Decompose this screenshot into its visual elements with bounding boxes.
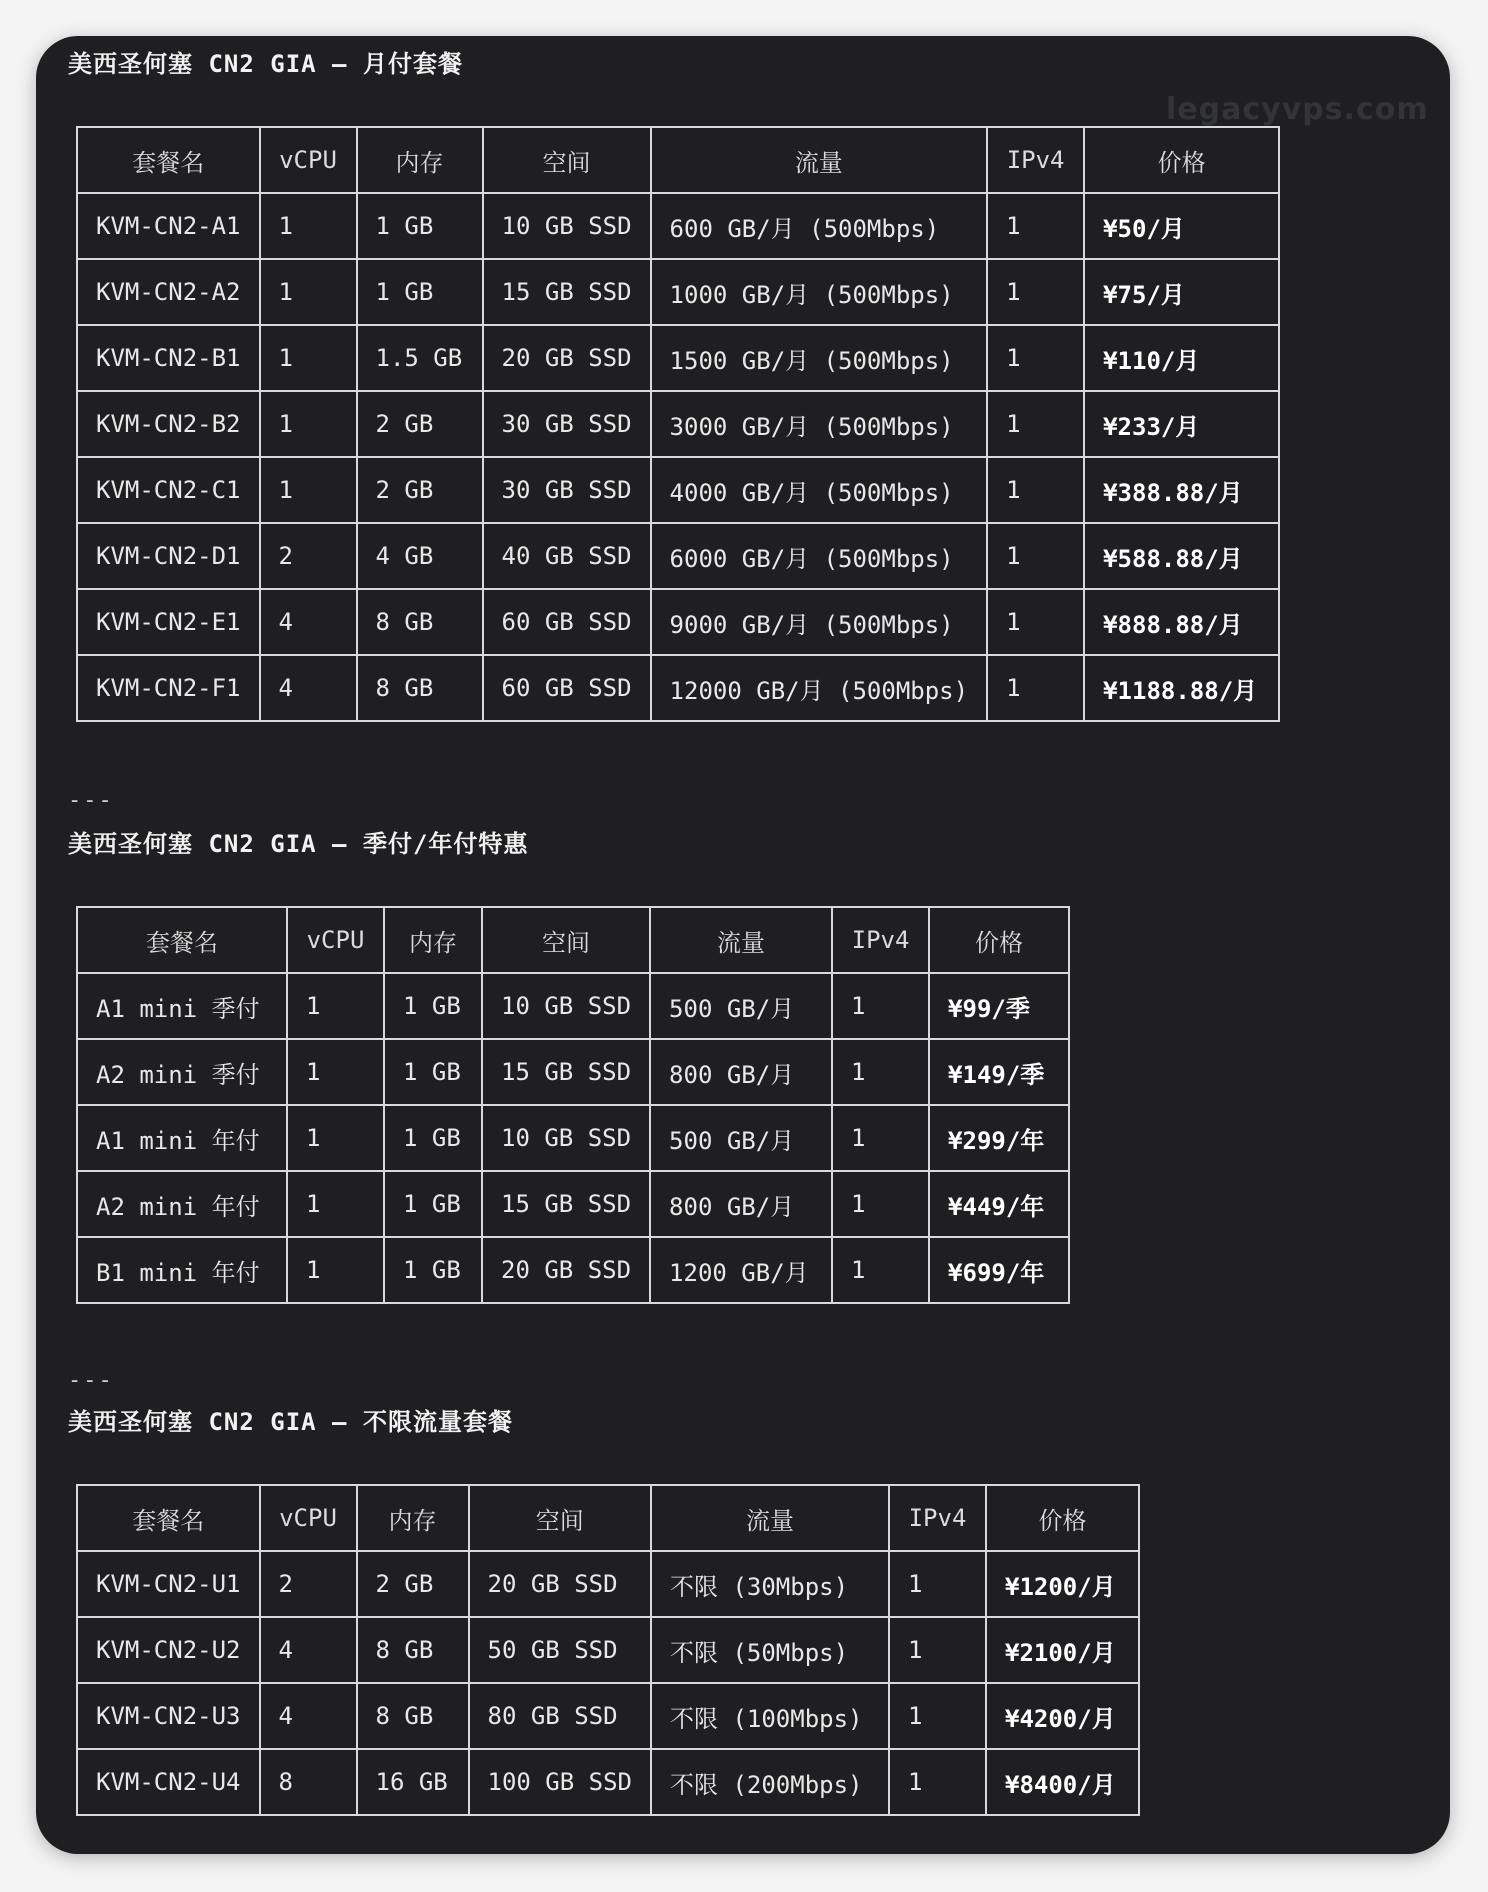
table-cell: 1 GB bbox=[384, 973, 482, 1039]
table-cell: 100 GB SSD bbox=[469, 1749, 652, 1815]
column-header: 流量 bbox=[650, 907, 832, 973]
table-cell: 1 GB bbox=[357, 259, 483, 325]
table-cell: 1 bbox=[832, 1039, 929, 1105]
table-cell: 1 GB bbox=[384, 1039, 482, 1105]
table-cell: 1 bbox=[889, 1551, 986, 1617]
table-cell: 8 GB bbox=[357, 589, 483, 655]
table-cell: 1 bbox=[987, 391, 1084, 457]
table-cell: 12000 GB/月 (500Mbps) bbox=[651, 655, 988, 721]
table-cell: 1 bbox=[287, 1105, 384, 1171]
table-unlimited bbox=[76, 1484, 1140, 1816]
price-cell: ¥4200/月 bbox=[986, 1683, 1139, 1749]
table-cell: 600 GB/月 (500Mbps) bbox=[651, 193, 988, 259]
column-header: 价格 bbox=[929, 907, 1069, 973]
table-cell: 1 GB bbox=[357, 193, 483, 259]
table-row bbox=[77, 391, 1279, 457]
table-cell: 1 bbox=[987, 193, 1084, 259]
table-cell: 10 GB SSD bbox=[483, 193, 651, 259]
column-header: 内存 bbox=[357, 1485, 469, 1551]
table-cell: KVM-CN2-A2 bbox=[77, 259, 260, 325]
table-cell: 1 bbox=[987, 589, 1084, 655]
table-cell: 15 GB SSD bbox=[483, 259, 651, 325]
table-row bbox=[77, 193, 1279, 259]
table-cell: 1 bbox=[987, 523, 1084, 589]
table-cell: KVM-CN2-B1 bbox=[77, 325, 260, 391]
table-cell: 30 GB SSD bbox=[483, 457, 651, 523]
table-row bbox=[77, 1551, 1139, 1617]
table-cell: 800 GB/月 bbox=[650, 1171, 832, 1237]
table-header-row bbox=[77, 127, 1279, 193]
table-cell: KVM-CN2-E1 bbox=[77, 589, 260, 655]
section-divider: --- bbox=[68, 1368, 114, 1393]
content-panel bbox=[36, 36, 1450, 1854]
table-cell: 1 bbox=[987, 655, 1084, 721]
table-row bbox=[77, 325, 1279, 391]
table-cell: 不限 (200Mbps) bbox=[651, 1749, 889, 1815]
table-cell: 500 GB/月 bbox=[650, 1105, 832, 1171]
table-cell: 60 GB SSD bbox=[483, 589, 651, 655]
table-cell: 1 bbox=[287, 1237, 384, 1303]
table-cell: 1 bbox=[889, 1617, 986, 1683]
table-cell: 不限 (100Mbps) bbox=[651, 1683, 889, 1749]
table-cell: 6000 GB/月 (500Mbps) bbox=[651, 523, 988, 589]
column-header: 套餐名 bbox=[77, 127, 260, 193]
table-cell: 80 GB SSD bbox=[469, 1683, 652, 1749]
table-cell: B1 mini 年付 bbox=[77, 1237, 287, 1303]
table-cell: 20 GB SSD bbox=[483, 325, 651, 391]
table-cell: 15 GB SSD bbox=[482, 1171, 650, 1237]
price-cell: ¥149/季 bbox=[929, 1039, 1069, 1105]
table-cell: 1 bbox=[832, 973, 929, 1039]
table-cell: 1 bbox=[260, 391, 357, 457]
section-title-monthly: 美西圣何塞 CN2 GIA – 月付套餐 bbox=[68, 50, 463, 78]
table-row bbox=[77, 655, 1279, 721]
table-row bbox=[77, 523, 1279, 589]
watermark: legacyvps.com bbox=[1166, 92, 1429, 127]
table-cell: 20 GB SSD bbox=[482, 1237, 650, 1303]
table-cell: 8 GB bbox=[357, 1617, 469, 1683]
column-header: 内存 bbox=[357, 127, 483, 193]
table-quarterly-yearly bbox=[76, 906, 1070, 1304]
table-cell: 4 bbox=[260, 589, 357, 655]
price-cell: ¥299/年 bbox=[929, 1105, 1069, 1171]
column-header: 内存 bbox=[384, 907, 482, 973]
table-cell: 1 bbox=[889, 1683, 986, 1749]
column-header: IPv4 bbox=[832, 907, 929, 973]
price-cell: ¥99/季 bbox=[929, 973, 1069, 1039]
table-cell: 60 GB SSD bbox=[483, 655, 651, 721]
table-cell: 1 bbox=[987, 457, 1084, 523]
table-row bbox=[77, 1105, 1069, 1171]
table-cell: 1 bbox=[260, 457, 357, 523]
price-cell: ¥50/月 bbox=[1084, 193, 1279, 259]
table-cell: 50 GB SSD bbox=[469, 1617, 652, 1683]
section-title-quarterly-yearly: 美西圣何塞 CN2 GIA – 季付/年付特惠 bbox=[68, 830, 529, 858]
column-header: vCPU bbox=[260, 127, 357, 193]
table-cell: 1.5 GB bbox=[357, 325, 483, 391]
table-cell: 1 GB bbox=[384, 1171, 482, 1237]
table-cell: 8 bbox=[260, 1749, 357, 1815]
table-cell: 1 bbox=[260, 325, 357, 391]
section-title-unlimited: 美西圣何塞 CN2 GIA – 不限流量套餐 bbox=[68, 1408, 513, 1436]
table-cell: 30 GB SSD bbox=[483, 391, 651, 457]
table-cell: KVM-CN2-D1 bbox=[77, 523, 260, 589]
table-cell: KVM-CN2-A1 bbox=[77, 193, 260, 259]
table-cell: A1 mini 季付 bbox=[77, 973, 287, 1039]
table-row bbox=[77, 1749, 1139, 1815]
table-cell: A1 mini 年付 bbox=[77, 1105, 287, 1171]
table-cell: 1 bbox=[832, 1237, 929, 1303]
table-row bbox=[77, 589, 1279, 655]
table-cell: 1 bbox=[987, 259, 1084, 325]
column-header: 空间 bbox=[482, 907, 650, 973]
table-cell: 2 GB bbox=[357, 457, 483, 523]
table-header-row bbox=[77, 907, 1069, 973]
price-cell: ¥588.88/月 bbox=[1084, 523, 1279, 589]
table-cell: 1 bbox=[287, 1171, 384, 1237]
price-cell: ¥75/月 bbox=[1084, 259, 1279, 325]
table-cell: 20 GB SSD bbox=[469, 1551, 652, 1617]
table-row bbox=[77, 1683, 1139, 1749]
table-cell: 1000 GB/月 (500Mbps) bbox=[651, 259, 988, 325]
table-cell: 15 GB SSD bbox=[482, 1039, 650, 1105]
table-cell: 1 GB bbox=[384, 1237, 482, 1303]
column-header: 流量 bbox=[651, 127, 988, 193]
table-cell: 1 bbox=[987, 325, 1084, 391]
table-cell: 40 GB SSD bbox=[483, 523, 651, 589]
table-cell: 1 bbox=[287, 1039, 384, 1105]
table-cell: 1 bbox=[260, 259, 357, 325]
table-cell: 不限 (50Mbps) bbox=[651, 1617, 889, 1683]
table-cell: 1500 GB/月 (500Mbps) bbox=[651, 325, 988, 391]
table-cell: A2 mini 年付 bbox=[77, 1171, 287, 1237]
table-cell: 4 bbox=[260, 1617, 357, 1683]
table-monthly bbox=[76, 126, 1280, 722]
table-cell: KVM-CN2-B2 bbox=[77, 391, 260, 457]
table-cell: 4 bbox=[260, 1683, 357, 1749]
table-cell: 1200 GB/月 bbox=[650, 1237, 832, 1303]
table-cell: 800 GB/月 bbox=[650, 1039, 832, 1105]
table-cell: 4 GB bbox=[357, 523, 483, 589]
price-cell: ¥110/月 bbox=[1084, 325, 1279, 391]
column-header: 空间 bbox=[469, 1485, 652, 1551]
price-cell: ¥233/月 bbox=[1084, 391, 1279, 457]
table-cell: 1 bbox=[832, 1105, 929, 1171]
table-cell: 8 GB bbox=[357, 1683, 469, 1749]
table-cell: 1 bbox=[260, 193, 357, 259]
price-cell: ¥2100/月 bbox=[986, 1617, 1139, 1683]
column-header: IPv4 bbox=[889, 1485, 986, 1551]
section-divider: --- bbox=[68, 788, 114, 813]
price-cell: ¥388.88/月 bbox=[1084, 457, 1279, 523]
table-cell: KVM-CN2-U4 bbox=[77, 1749, 260, 1815]
table-cell: KVM-CN2-F1 bbox=[77, 655, 260, 721]
table-cell: 10 GB SSD bbox=[482, 1105, 650, 1171]
table-cell: 9000 GB/月 (500Mbps) bbox=[651, 589, 988, 655]
table-cell: 4000 GB/月 (500Mbps) bbox=[651, 457, 988, 523]
column-header: 流量 bbox=[651, 1485, 889, 1551]
column-header: IPv4 bbox=[987, 127, 1084, 193]
table-cell: 3000 GB/月 (500Mbps) bbox=[651, 391, 988, 457]
table-cell: KVM-CN2-U1 bbox=[77, 1551, 260, 1617]
table-cell: KVM-CN2-U3 bbox=[77, 1683, 260, 1749]
table-cell: 2 bbox=[260, 523, 357, 589]
price-cell: ¥8400/月 bbox=[986, 1749, 1139, 1815]
table-cell: KVM-CN2-C1 bbox=[77, 457, 260, 523]
table-cell: 不限 (30Mbps) bbox=[651, 1551, 889, 1617]
table-cell: KVM-CN2-U2 bbox=[77, 1617, 260, 1683]
table-cell: 8 GB bbox=[357, 655, 483, 721]
table-cell: 1 GB bbox=[384, 1105, 482, 1171]
table-cell: 1 bbox=[832, 1171, 929, 1237]
table-row bbox=[77, 457, 1279, 523]
column-header: 价格 bbox=[1084, 127, 1279, 193]
table-cell: 500 GB/月 bbox=[650, 973, 832, 1039]
table-cell: 1 bbox=[889, 1749, 986, 1815]
price-cell: ¥888.88/月 bbox=[1084, 589, 1279, 655]
column-header: 空间 bbox=[483, 127, 651, 193]
price-cell: ¥699/年 bbox=[929, 1237, 1069, 1303]
column-header: 价格 bbox=[986, 1485, 1139, 1551]
table-cell: 10 GB SSD bbox=[482, 973, 650, 1039]
column-header: 套餐名 bbox=[77, 1485, 260, 1551]
table-cell: 4 bbox=[260, 655, 357, 721]
table-row bbox=[77, 259, 1279, 325]
table-cell: 2 GB bbox=[357, 1551, 469, 1617]
price-cell: ¥1188.88/月 bbox=[1084, 655, 1279, 721]
column-header: vCPU bbox=[287, 907, 384, 973]
table-cell: 16 GB bbox=[357, 1749, 469, 1815]
table-row bbox=[77, 1171, 1069, 1237]
table-header-row bbox=[77, 1485, 1139, 1551]
column-header: vCPU bbox=[260, 1485, 357, 1551]
table-row bbox=[77, 1039, 1069, 1105]
price-cell: ¥1200/月 bbox=[986, 1551, 1139, 1617]
price-cell: ¥449/年 bbox=[929, 1171, 1069, 1237]
table-cell: 1 bbox=[287, 973, 384, 1039]
table-cell: A2 mini 季付 bbox=[77, 1039, 287, 1105]
table-row bbox=[77, 1617, 1139, 1683]
table-cell: 2 GB bbox=[357, 391, 483, 457]
column-header: 套餐名 bbox=[77, 907, 287, 973]
table-cell: 2 bbox=[260, 1551, 357, 1617]
table-row bbox=[77, 973, 1069, 1039]
table-row bbox=[77, 1237, 1069, 1303]
